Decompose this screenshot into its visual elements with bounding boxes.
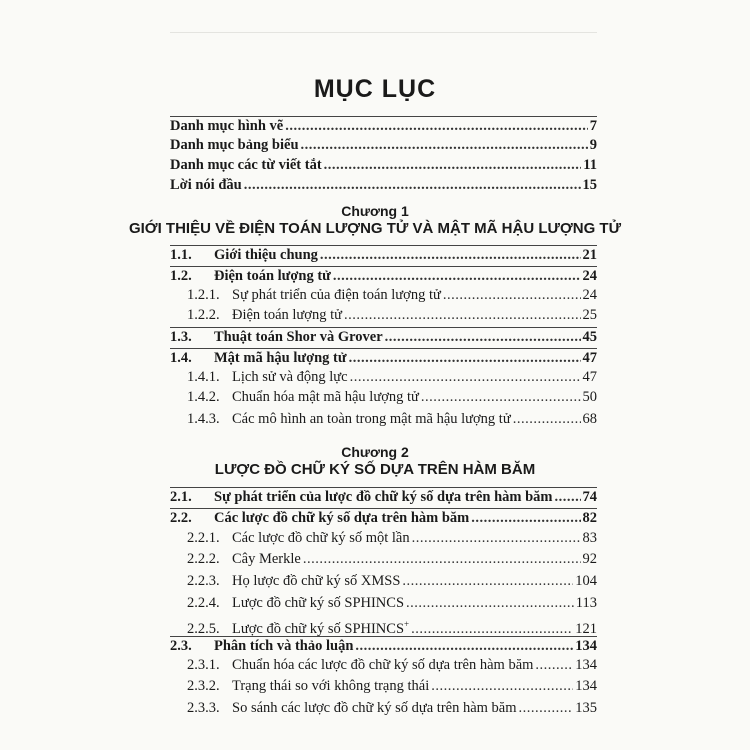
section-page: 74 bbox=[582, 489, 597, 505]
subsection-number: 1.4.3. bbox=[187, 411, 220, 427]
leader-dots bbox=[431, 677, 573, 695]
section-label: Mật mã hậu lượng tử bbox=[214, 350, 347, 366]
subsection-number: 1.2.1. bbox=[187, 287, 220, 303]
chapter-label: Chương 2 bbox=[341, 444, 409, 460]
subsection-number: 2.2.1. bbox=[187, 530, 220, 546]
section-number: 1.4. bbox=[170, 350, 192, 366]
subsection-label: Điện toán lượng tử bbox=[232, 307, 342, 323]
leader-dots bbox=[320, 246, 581, 264]
subsection-page: 121 bbox=[575, 620, 597, 637]
toc-subsection-row bbox=[187, 529, 597, 547]
subsection-number: 1.4.1. bbox=[187, 369, 220, 385]
section-number: 1.1. bbox=[170, 247, 192, 263]
section-number: 2.1. bbox=[170, 489, 192, 505]
section-number: 1.3. bbox=[170, 329, 192, 345]
leader-dots bbox=[535, 656, 573, 674]
leader-dots bbox=[555, 488, 581, 506]
toc-subsection-row bbox=[187, 286, 597, 304]
chapter-label: Chương 1 bbox=[341, 203, 409, 219]
toc-subsection-row bbox=[187, 699, 597, 717]
toc-row-page: 7 bbox=[589, 118, 597, 134]
toc-row-label: Danh mục hình vẽ bbox=[170, 118, 284, 134]
subsection-label-text: Lược đồ chữ ký số SPHINCS bbox=[232, 620, 405, 637]
section-number: 2.3. bbox=[170, 638, 192, 654]
toc-subsection-row bbox=[187, 550, 597, 568]
toc-subsection-row bbox=[187, 677, 597, 695]
toc-row bbox=[170, 116, 597, 135]
subsection-page: 104 bbox=[575, 573, 597, 589]
leader-dots bbox=[406, 594, 574, 612]
subsection-number: 1.4.2. bbox=[187, 389, 220, 405]
toc-title: MỤC LỤC bbox=[313, 75, 437, 103]
subsection-page: 134 bbox=[575, 678, 597, 694]
section-label: Sự phát triển của lược đồ chữ ký số dựa trên hàm băm bbox=[214, 489, 553, 505]
toc-row-label: Danh mục các từ viết tắt bbox=[170, 157, 322, 173]
toc-subsection-row bbox=[187, 594, 597, 612]
toc-row bbox=[170, 136, 597, 154]
leader-dots bbox=[402, 572, 573, 590]
subsection-page: 50 bbox=[582, 389, 597, 405]
section-page: 24 bbox=[582, 268, 597, 284]
leader-dots bbox=[513, 410, 581, 428]
leader-dots bbox=[349, 349, 581, 367]
subsection-label: Cây Merkle bbox=[232, 551, 301, 567]
subsection-page: 113 bbox=[575, 595, 597, 611]
section-label: Phân tích và thảo luận bbox=[214, 638, 354, 654]
toc-row-page: 9 bbox=[589, 137, 597, 153]
subsection-page: 83 bbox=[582, 530, 597, 546]
section-page: 47 bbox=[582, 350, 597, 366]
section-label: Thuật toán Shor và Grover bbox=[214, 329, 383, 345]
leader-dots bbox=[443, 286, 581, 304]
toc-subsection-row bbox=[187, 368, 597, 386]
leader-dots bbox=[471, 509, 580, 527]
toc-row-page: 15 bbox=[582, 177, 597, 193]
leader-dots bbox=[324, 156, 582, 174]
section-page: 134 bbox=[575, 638, 597, 654]
section-page: 45 bbox=[582, 329, 597, 345]
toc-section-row bbox=[170, 636, 597, 655]
toc-subsection-row bbox=[187, 615, 597, 637]
subsection-label: Họ lược đồ chữ ký số XMSS bbox=[232, 573, 401, 589]
subsection-label bbox=[232, 615, 409, 638]
leader-dots bbox=[244, 176, 581, 194]
toc-section-row bbox=[170, 327, 597, 346]
subsection-label: Các mô hình an toàn trong mật mã hậu lượng tử bbox=[232, 411, 511, 427]
subsection-page: 68 bbox=[582, 411, 597, 427]
subsection-page: 92 bbox=[582, 551, 597, 567]
subsection-page: 135 bbox=[575, 700, 597, 716]
subsection-page: 24 bbox=[582, 287, 597, 303]
subsection-page: 25 bbox=[582, 307, 597, 323]
leader-dots bbox=[355, 637, 573, 655]
leader-dots bbox=[350, 368, 581, 386]
subsection-number: 2.3.3. bbox=[187, 700, 220, 716]
toc-row-page: 11 bbox=[583, 157, 597, 173]
leader-dots bbox=[303, 550, 581, 568]
leader-dots bbox=[333, 267, 581, 285]
subsection-number: 2.3.1. bbox=[187, 657, 220, 673]
subsection-label: Chuẩn hóa các lược đồ chữ ký số dựa trên hàm băm bbox=[232, 657, 534, 673]
subsection-number: 2.2.3. bbox=[187, 573, 220, 589]
toc-section-row bbox=[170, 508, 597, 527]
page-edge-line bbox=[170, 32, 597, 33]
subsection-label: Các lược đồ chữ ký số một lần bbox=[232, 530, 410, 546]
leader-dots bbox=[412, 529, 581, 547]
leader-dots bbox=[285, 117, 588, 135]
toc-section-row bbox=[170, 245, 597, 264]
chapter-name: GIỚI THIỆU VỀ ĐIỆN TOÁN LƯỢNG TỬ VÀ MẬT MÃ HẬU LƯỢNG TỬ bbox=[128, 220, 622, 237]
section-label: Điện toán lượng tử bbox=[214, 268, 331, 284]
superscript-plus: + bbox=[404, 619, 410, 629]
toc-row-label: Lời nói đầu bbox=[170, 177, 242, 193]
chapter-name: LƯỢC ĐỒ CHỮ KÝ SỐ DỰA TRÊN HÀM BĂM bbox=[214, 461, 536, 478]
toc-subsection-row bbox=[187, 410, 597, 428]
subsection-number: 1.2.2. bbox=[187, 307, 220, 323]
subsection-number: 2.2.2. bbox=[187, 551, 220, 567]
subsection-label: So sánh các lược đồ chữ ký số dựa trên hàm băm bbox=[232, 700, 517, 716]
toc-subsection-row bbox=[187, 388, 597, 406]
subsection-number: 2.3.2. bbox=[187, 678, 220, 694]
toc-section-row bbox=[170, 348, 597, 367]
section-label: Giới thiệu chung bbox=[214, 247, 318, 263]
leader-dots bbox=[421, 388, 581, 406]
section-page: 21 bbox=[582, 247, 597, 263]
subsection-label: Sự phát triển của điện toán lượng tử bbox=[232, 287, 441, 303]
leader-dots bbox=[301, 136, 588, 154]
subsection-label: Lịch sử và động lực bbox=[232, 369, 348, 385]
toc-row-label: Danh mục bảng biểu bbox=[170, 137, 299, 153]
section-label: Các lược đồ chữ ký số dựa trên hàm băm bbox=[214, 510, 470, 526]
leader-dots bbox=[385, 328, 581, 346]
subsection-label: Trạng thái so với không trạng thái bbox=[232, 678, 430, 694]
leader-dots bbox=[519, 699, 574, 717]
subsection-page: 47 bbox=[582, 369, 597, 385]
toc-section-row bbox=[170, 266, 597, 285]
leader-dots bbox=[344, 306, 581, 324]
section-number: 2.2. bbox=[170, 510, 192, 526]
toc-row bbox=[170, 176, 597, 194]
toc-subsection-row bbox=[187, 656, 597, 674]
subsection-label: Chuẩn hóa mật mã hậu lượng tử bbox=[232, 389, 419, 405]
subsection-page: 134 bbox=[575, 657, 597, 673]
subsection-label: Lược đồ chữ ký số SPHINCS bbox=[232, 595, 405, 611]
toc-subsection-row bbox=[187, 306, 597, 324]
toc-row bbox=[170, 156, 597, 174]
subsection-number: 2.2.5. bbox=[187, 620, 220, 637]
toc-subsection-row bbox=[187, 572, 597, 590]
toc-section-row bbox=[170, 487, 597, 506]
section-page: 82 bbox=[582, 510, 597, 526]
section-number: 1.2. bbox=[170, 268, 192, 284]
subsection-number: 2.2.4. bbox=[187, 595, 220, 611]
